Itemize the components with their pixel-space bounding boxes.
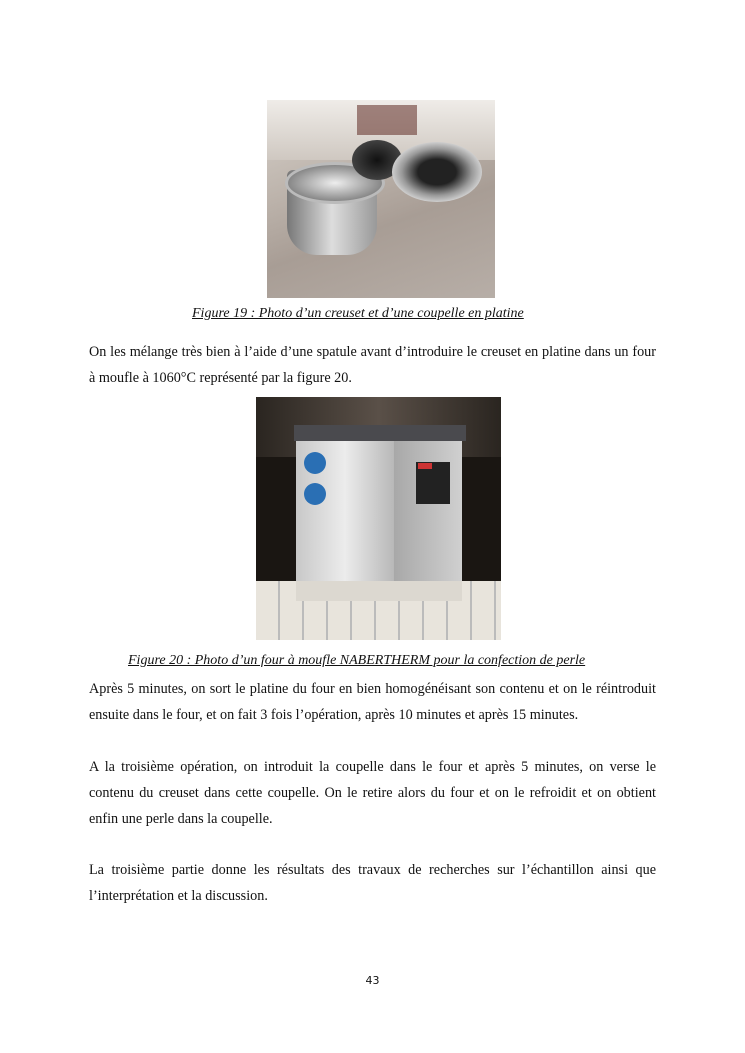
page-number: 43 [365, 974, 380, 987]
paragraph-2: Après 5 minutes, on sort le platine du four en bien homogénéisant son contenu et on le réintroduit ensuite dans le four, et on fait 3 fois l’opération, après 10 minutes et après 15 minutes. [89, 681, 656, 723]
paragraph-4: La troisième partie donne les résultats des travaux de recherches sur l’échantillon ainsi que l’interprétation et la discussion. [89, 862, 656, 904]
figure-19-caption: Figure 19 : Photo d’un creuset et d’une coupelle en platine [192, 306, 524, 321]
paragraph-1: On les mélange très bien à l’aide d’une spatule avant d’introduire le creuset en platine dans un four à moufle à 1060°C représenté par la figure 20. [89, 344, 656, 386]
figure-20-caption: Figure 20 : Photo d’un four à moufle NABERTHERM pour la confection de perle [128, 653, 586, 668]
paragraph-3: A la troisième opération, on introduit la coupelle dans le four et après 5 minutes, on verse le contenu du creuset dans cette coupelle. On le retire alors du four et on le refroidit et on obtient enfin une perle dans la coupelle. [89, 759, 656, 827]
figure-19-photo-crucible-cupel [267, 100, 495, 298]
figure-20-photo-muffle-furnace [256, 397, 501, 640]
